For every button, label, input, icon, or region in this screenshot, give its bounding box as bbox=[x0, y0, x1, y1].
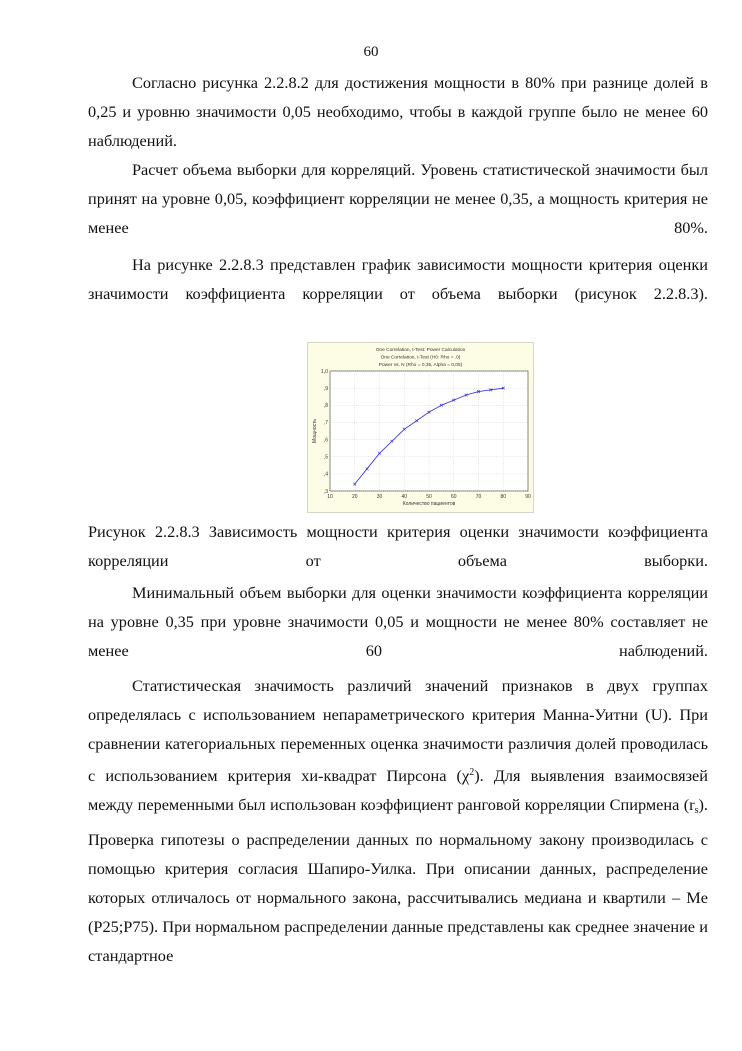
y-tick-label: 1,0 bbox=[321, 368, 328, 375]
chart-title-line: Power vs. N (Rho = 0,35, Alpha = 0,05) bbox=[378, 363, 463, 368]
paragraph-5-text-b: ). Для выявления взаимосвязей между переменными был использован коэффициент ранговой корреляции Спирмена (r bbox=[88, 766, 708, 814]
x-tick-label: 70 bbox=[475, 494, 482, 500]
chart-title-line: One Correlation, t-Test (H0: Rho = .0) bbox=[380, 355, 461, 361]
power-chart-svg bbox=[308, 343, 533, 512]
x-tick-label: 40 bbox=[401, 494, 408, 500]
paragraph-3: На рисунке 2.2.8.3 представлен график зависимости мощности критерия оценки значимости коэффициента корреляции от объема выборки (рисунок 2.2.8.3). bbox=[88, 255, 708, 303]
y-tick-label: ,4 bbox=[323, 471, 328, 478]
paragraph-2: Расчет объема выборки для корреляций. Уровень статистической значимости был принят на уровне 0,05, коэффициент корреляции не менее 0,35, а мощность критерия не менее 80%. bbox=[88, 160, 708, 237]
x-tick-label: 60 bbox=[450, 494, 457, 500]
y-tick-label: ,9 bbox=[323, 385, 328, 392]
x-tick-label: 20 bbox=[351, 494, 358, 500]
page-number: 60 bbox=[363, 44, 379, 60]
x-tick-label: 90 bbox=[525, 494, 531, 500]
y-tick-label: ,6 bbox=[323, 437, 328, 444]
power-chart bbox=[307, 342, 534, 513]
y-tick-label: ,7 bbox=[323, 420, 328, 427]
paragraph-5-text-c: ). Проверка гипотезы о распределении данных по нормальному закону производилась с помощью критерия согласия Шапиро-Уилка. При описании данных, распределение которых отличалось от нормального закона, рассчитывались медиана и квартили – Me (P25;P75). При нормальном распределении данные представлены как среднее значение и стандартное bbox=[88, 795, 708, 965]
chart-title-line: One Correlation, t-Test: Power Calculation bbox=[375, 348, 466, 353]
x-axis-label: Количество пациентов bbox=[402, 501, 456, 507]
paragraph-4: Минимальный объем выборки для оценки значимости коэффициента корреляции на уровне 0,35 при уровне значимости 0,05 и мощности не менее 80% составляет не менее 60 наблюдений. bbox=[88, 583, 708, 660]
x-tick-label: 10 bbox=[327, 494, 333, 500]
x-tick-label: 50 bbox=[426, 494, 432, 500]
paragraph-5-text-a: Статистическая значимость различий значений признаков в двух группах определялась с использованием непараметрического критерия Манна-Уитни (U). При сравнении категориальных переменных оценка значимости различия долей проводилась с использованием критерия хи-квадрат Пирсона (χ bbox=[88, 676, 708, 785]
x-tick-label: 80 bbox=[500, 494, 507, 500]
paragraph-1: Согласно рисунка 2.2.8.2 для достижения мощности в 80% при разнице долей в 0,25 и уровню значимости 0,05 необходимо, чтобы в каждой группе было не менее 60 наблюдений. bbox=[88, 73, 708, 150]
x-tick-label: 30 bbox=[376, 494, 383, 500]
y-axis-label: Мощность bbox=[312, 418, 318, 444]
y-tick-label: ,5 bbox=[323, 454, 328, 461]
y-tick-label: ,3 bbox=[323, 488, 328, 495]
chi-square-superscript: 2 bbox=[469, 767, 475, 778]
spearman-subscript: s bbox=[694, 805, 699, 816]
figure-caption: Рисунок 2.2.8.3 Зависимость мощности критерия оценки значимости коэффициента корреляции от объема выборки. bbox=[88, 522, 708, 570]
y-tick-label: ,8 bbox=[323, 403, 328, 410]
paragraph-5 bbox=[88, 671, 708, 970]
